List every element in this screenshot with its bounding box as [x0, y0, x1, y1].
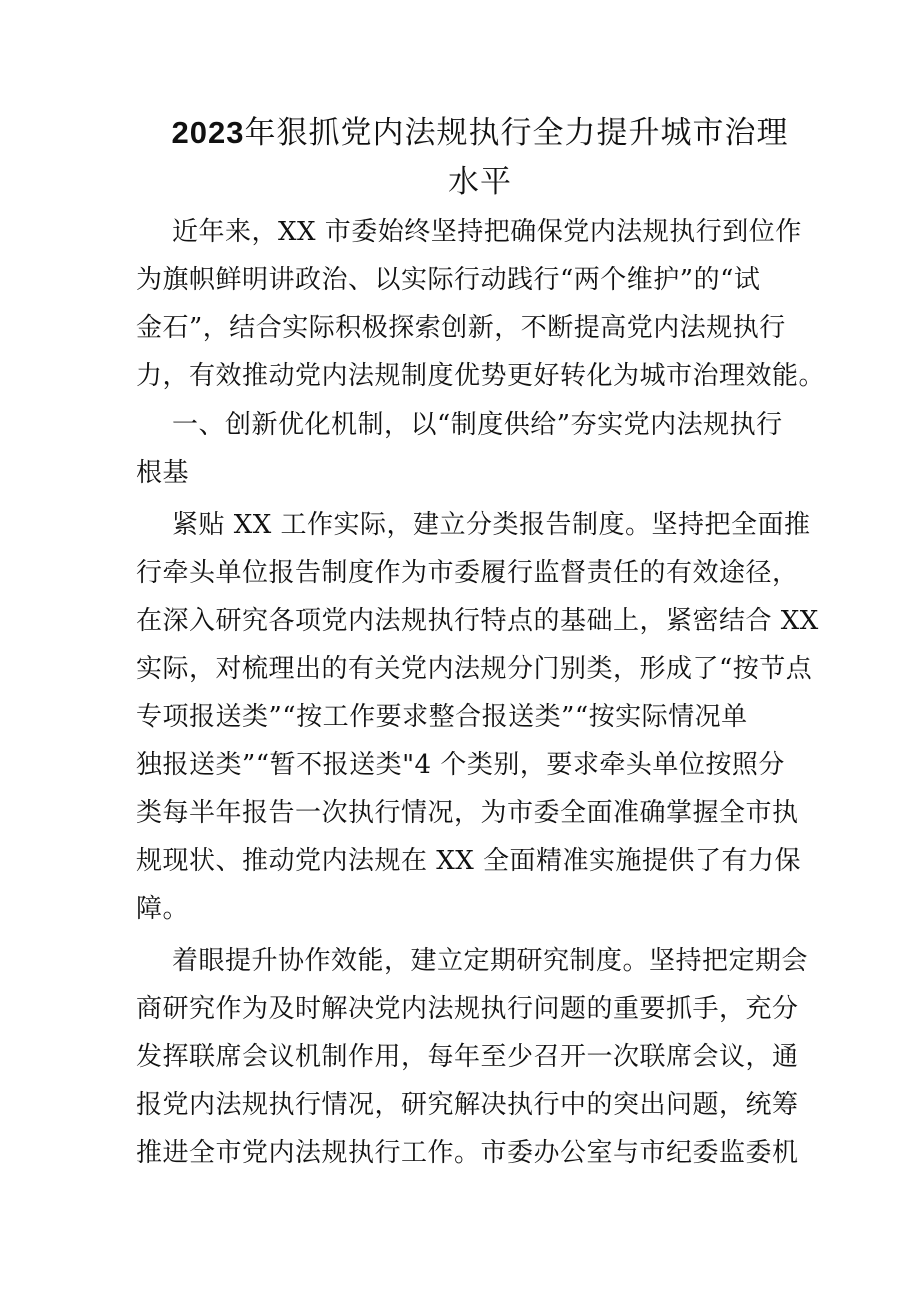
body-line: 紧贴 XX 工作实际，建立分类报告制度。坚持把全面推	[172, 510, 811, 540]
section-heading-line: 根基	[136, 458, 190, 488]
document-title-line-1	[150, 113, 810, 153]
body-line: 行牵头单位报告制度作为市委履行监督责任的有效途径，	[136, 558, 799, 588]
body-line: 专项报送类”“按工作要求整合报送类”“按实际情况单	[136, 702, 748, 732]
title-text: 年狠抓党内法规执行全力提升城市治理	[244, 115, 789, 151]
body-line: 发挥联席会议机制作用，每年至少召开一次联席会议，通	[136, 1042, 799, 1072]
body-line: 障。	[136, 894, 190, 924]
section-heading-line: 一、创新优化机制，以“制度供给”夯实党内法规执行	[172, 410, 783, 440]
body-line: 报党内法规执行情况，研究解决执行中的突出问题，统筹	[136, 1090, 799, 1120]
body-line: 推进全市党内法规执行工作。市委办公室与市纪委监委机	[136, 1138, 799, 1168]
body-line: 在深入研究各项党内法规执行特点的基础上，紧密结合 XX	[136, 606, 819, 636]
document-title-line-2: 水平	[448, 164, 512, 200]
body-line: 金石”，结合实际积极探索创新，不断提高党内法规执行	[136, 313, 786, 343]
body-line: 商研究作为及时解决党内法规执行问题的重要抓手，充分	[136, 994, 799, 1024]
body-line: 独报送类”“暂不报送类"4 个类别，要求牵头单位按照分	[136, 750, 785, 780]
body-line: 着眼提升协作效能，建立定期研究制度。坚持把定期会	[172, 946, 809, 976]
body-line: 类每半年报告一次执行情况，为市委全面准确掌握全市执	[136, 798, 799, 828]
body-line: 规现状、推动党内法规在 XX 全面精准实施提供了有力保	[136, 846, 802, 876]
body-line: 为旗帜鲜明讲政治、以实际行动践行“两个维护”的“试	[136, 265, 761, 295]
title-year: 2023	[171, 115, 245, 150]
body-line: 实际，对梳理出的有关党内法规分门别类，形成了“按节点	[136, 654, 813, 684]
body-line: 近年来，XX 市委始终坚持把确保党内法规执行到位作	[172, 217, 802, 247]
body-line: 力，有效推动党内法规制度优势更好转化为城市治理效能。	[136, 361, 826, 391]
